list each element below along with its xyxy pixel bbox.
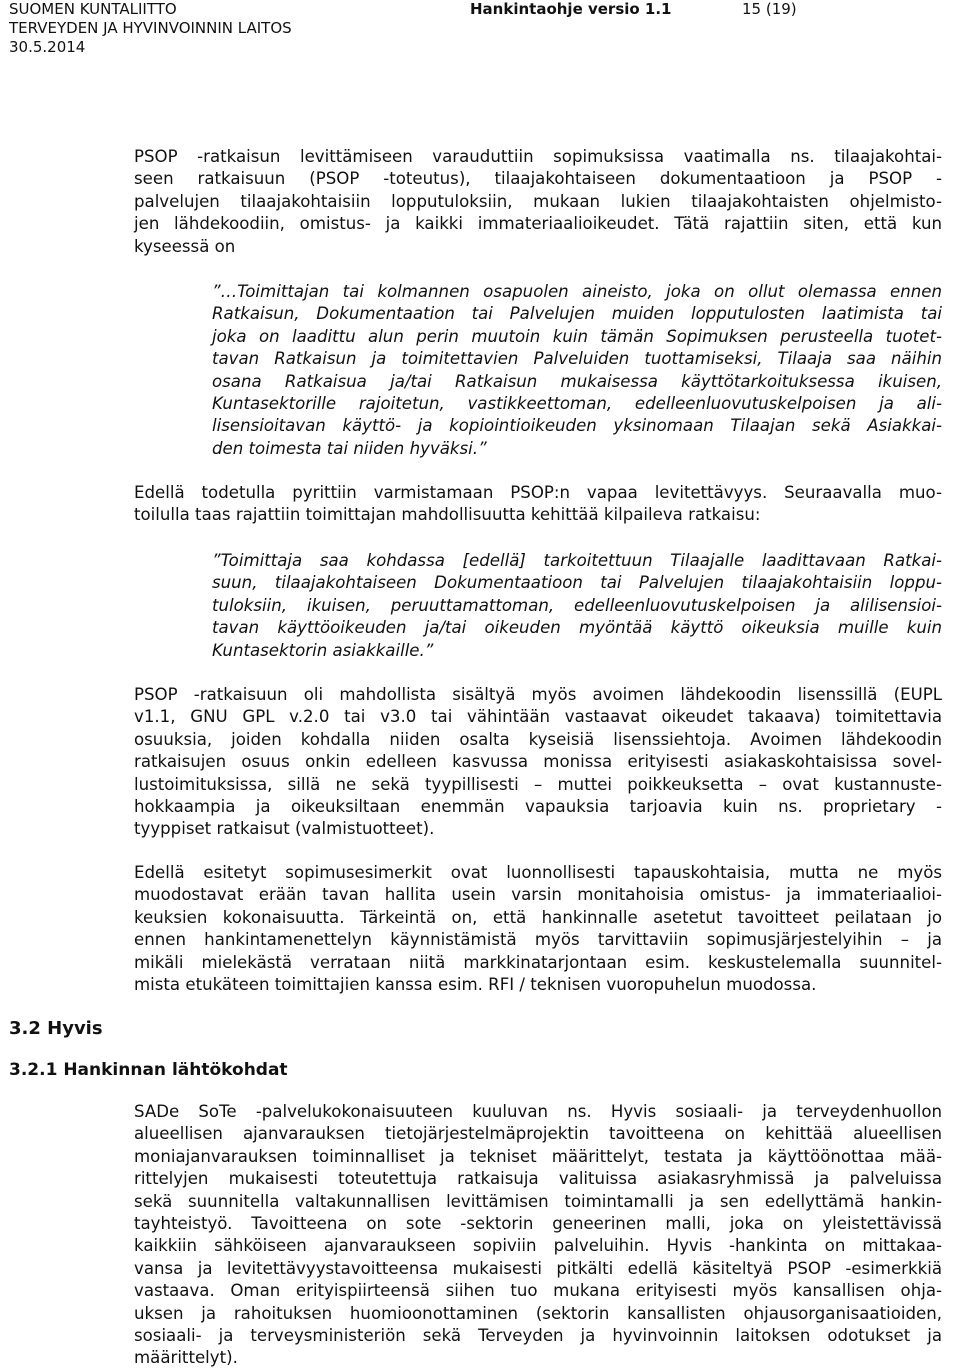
text-line: seen ratkaisuun (PSOP -toteutus), tilaajakohtaiseen dokumentaatioon ja PSOP - [134, 169, 942, 189]
header-org-line1: SUOMEN KUNTALIITTO [9, 0, 177, 18]
quote-line: lisensioitavan käyttö- ja kopiointioikeuden yksinomaan Tilaajan sekä Asiakkai- [212, 416, 942, 436]
header-date: 30.5.2014 [9, 38, 86, 56]
paragraph-contract-examples [134, 862, 942, 996]
header-document-title: Hankintaohje versio 1.1 [470, 0, 672, 18]
header-page-number: 15 (19) [742, 0, 797, 18]
text-line: sekä suunnitella valtakunnallisen levittämisen toimintamalli ja sen edellyttämä hankin- [134, 1191, 942, 1211]
text-line: keuksien kokonaisuutta. Tärkeintä on, että hankinnalle asetetut tavoitteet peilataan jo [134, 907, 942, 927]
text-line: vansa ja levitettävyystavoitteensa mukaisesti pitkälti edellä käsiteltyä PSOP -esimerkkiä [134, 1258, 942, 1278]
text-line: PSOP -ratkaisun levittämiseen varauduttiin sopimuksissa vaatimalla ns. tilaajakohtai- [134, 147, 942, 166]
text-line: tayhteistyö. Tavoitteena on sote -sektorin geneerinen malli, joka on yleistettävissä [134, 1214, 942, 1234]
quote-line: suun, tilaajakohtaiseen Dokumentaatioon tai Palvelujen tilaajakohtaisiin loppu- [212, 573, 942, 593]
text-line: v1.1, GNU GPL v.2.0 tai v3.0 tai vähintään vastaavat oikeudet takaava) toimitettavia [134, 707, 942, 727]
contract-quote-1 [212, 281, 942, 460]
paragraph-psop-distribution [134, 146, 942, 258]
text-line: alueellisen ajanvarauksen tietojärjestelmäprojektin tavoitteena on kehittää alueellisen [134, 1124, 942, 1144]
quote-line: tavan Ratkaisun ja toimitettavien Palveluiden tuottamiseksi, Tilaaja saa näihin [212, 349, 942, 369]
header-org-line2: TERVEYDEN JA HYVINVOINNIN LAITOS [9, 19, 292, 37]
text-line: SADe SoTe -palvelukokonaisuuteen kuuluvan ns. Hyvis sosiaali- ja terveydenhuollon [134, 1102, 942, 1121]
quote-line: Ratkaisun, Dokumentaation tai Palvelujen muiden lopputulosten laatimista tai [212, 304, 942, 324]
text-line: muodostavat erään tavan hallita usein varsin monitahoisia omistus- ja immateriaalioi- [134, 885, 942, 905]
text-line: ratkaisujen osuus onkin edelleen kasvussa monissa erityisesti asiakaskohtaisissa sovel- [134, 752, 942, 772]
text-line: Edellä esitetyt sopimusesimerkit ovat luonnollisesti tapauskohtaisia, mutta ne myös [134, 863, 942, 882]
quote-line: osana Ratkaisua ja/tai Ratkaisun mukaisessa käyttötarkoituksessa ikuisen, [212, 371, 942, 391]
text-line: kyseessä on [134, 236, 236, 256]
text-line: jen lähdekoodiin, omistus- ja kaikki immateriaalioikeudet. Tätä rajattiin siten, että kun [134, 214, 942, 234]
contract-quote-2 [212, 550, 942, 662]
paragraph-free-distribution [134, 482, 942, 527]
text-line: lustoimituksissa, sillä ne sekä tyypillisesti – muttei poikkeuksetta – ovat kustannuste- [134, 774, 942, 794]
text-line: sosiaali- ja terveysministeriön sekä Terveyden ja hyvinvoinnin laitoksen odotukset ja [134, 1326, 942, 1346]
text-line: moniajanvarauksen toiminnalliset ja tekniset määrittelyt, testata ja käyttöönottaa mää- [134, 1146, 942, 1166]
text-line: Edellä todetulla pyrittiin varmistamaan PSOP:n vapaa levitettävyys. Seuraavalla muo- [134, 483, 942, 502]
section-heading-hyvis: 3.2 Hyvis [9, 1018, 103, 1039]
quote-line: Kuntasektorin asiakkaille.” [212, 640, 434, 660]
quote-line: Kuntasektorille rajoitetun, vastikkeettoman, edelleenluovutuskelpoisen ja ali- [212, 394, 942, 414]
text-line: hokkaampia ja oikeuksiltaan enemmän vapauksia tarjoavia kuin ns. proprietary - [134, 797, 942, 817]
paragraph-hyvis-project [134, 1101, 942, 1370]
quote-line: tuloksiin, ikuisen, peruuttamattoman, edelleenluovutuskelpoisen ja alilisensioi- [212, 595, 942, 615]
quote-line: tavan käyttöoikeuden ja/tai oikeuden myöntää käyttö oikeuksia muille kuin [212, 618, 942, 638]
quote-line: den toimesta tai niiden hyväksi.” [212, 438, 487, 458]
text-line: uksen ja rahoituksen huomioonottaminen (sektorin kansallisten ohjausorganisaatioiden, [134, 1303, 942, 1323]
paragraph-open-source [134, 684, 942, 841]
quote-line: joka on laadittu alun perin muutoin kuin tämän Sopimuksen perusteella tuotet- [212, 326, 942, 346]
text-line: PSOP -ratkaisuun oli mahdollista sisältyä myös avoimen lähdekoodin lisenssillä (EUPL [134, 685, 942, 704]
text-line: palvelujen tilaajakohtaisiin lopputuloksiin, mukaan lukien tilaajakohtaisten ohjelmisto- [134, 191, 942, 211]
text-line: tyyppiset ratkaisut (valmistuotteet). [134, 819, 435, 839]
text-line: vastaava. Oman erityispiirteensä siihen tuo mukana erityisesti myös kansallisen ohja- [134, 1281, 942, 1301]
page-header-organizations [9, 0, 292, 57]
text-line: määrittelyt). [134, 1348, 238, 1368]
text-line: mikäli mielekästä verrataan niitä markkinatarjontaan esim. keskustelemalla suunnitel- [134, 952, 942, 972]
text-line: mista etukäteen toimittajien kanssa esim. RFI / teknisen vuoropuhelun muodossa. [134, 975, 817, 995]
text-line: toilulla taas rajattiin toimittajan mahdollisuutta kehittää kilpaileva ratkaisu: [134, 505, 761, 525]
text-line: ennen hankintamenettelyn käynnistämistä myös tarvittaviin sopimusjärjestelyihin – ja [134, 930, 942, 950]
quote-line: ”Toimittaja saa kohdassa [edellä] tarkoitettuun Tilaajalle laadittavaan Ratkai- [212, 551, 942, 570]
quote-line: ”…Toimittajan tai kolmannen osapuolen aineisto, joka on ollut olemassa ennen [212, 282, 942, 301]
subsection-heading-procurement-basis: 3.2.1 Hankinnan lähtökohdat [9, 1060, 288, 1080]
text-line: rittelyjen mukaisesti toteutettuja ratkaisuja valituissa asiakasryhmissä ja palveluissa [134, 1169, 942, 1189]
text-line: kaikkiin sähköiseen ajanvaraukseen sopiviin palveluihin. Hyvis -hankinta on mittakaa- [134, 1236, 942, 1256]
text-line: osuuksia, joiden kohdalla niiden osalta kyseisiä lisenssiehtoja. Avoimen lähdekoodin [134, 729, 942, 749]
